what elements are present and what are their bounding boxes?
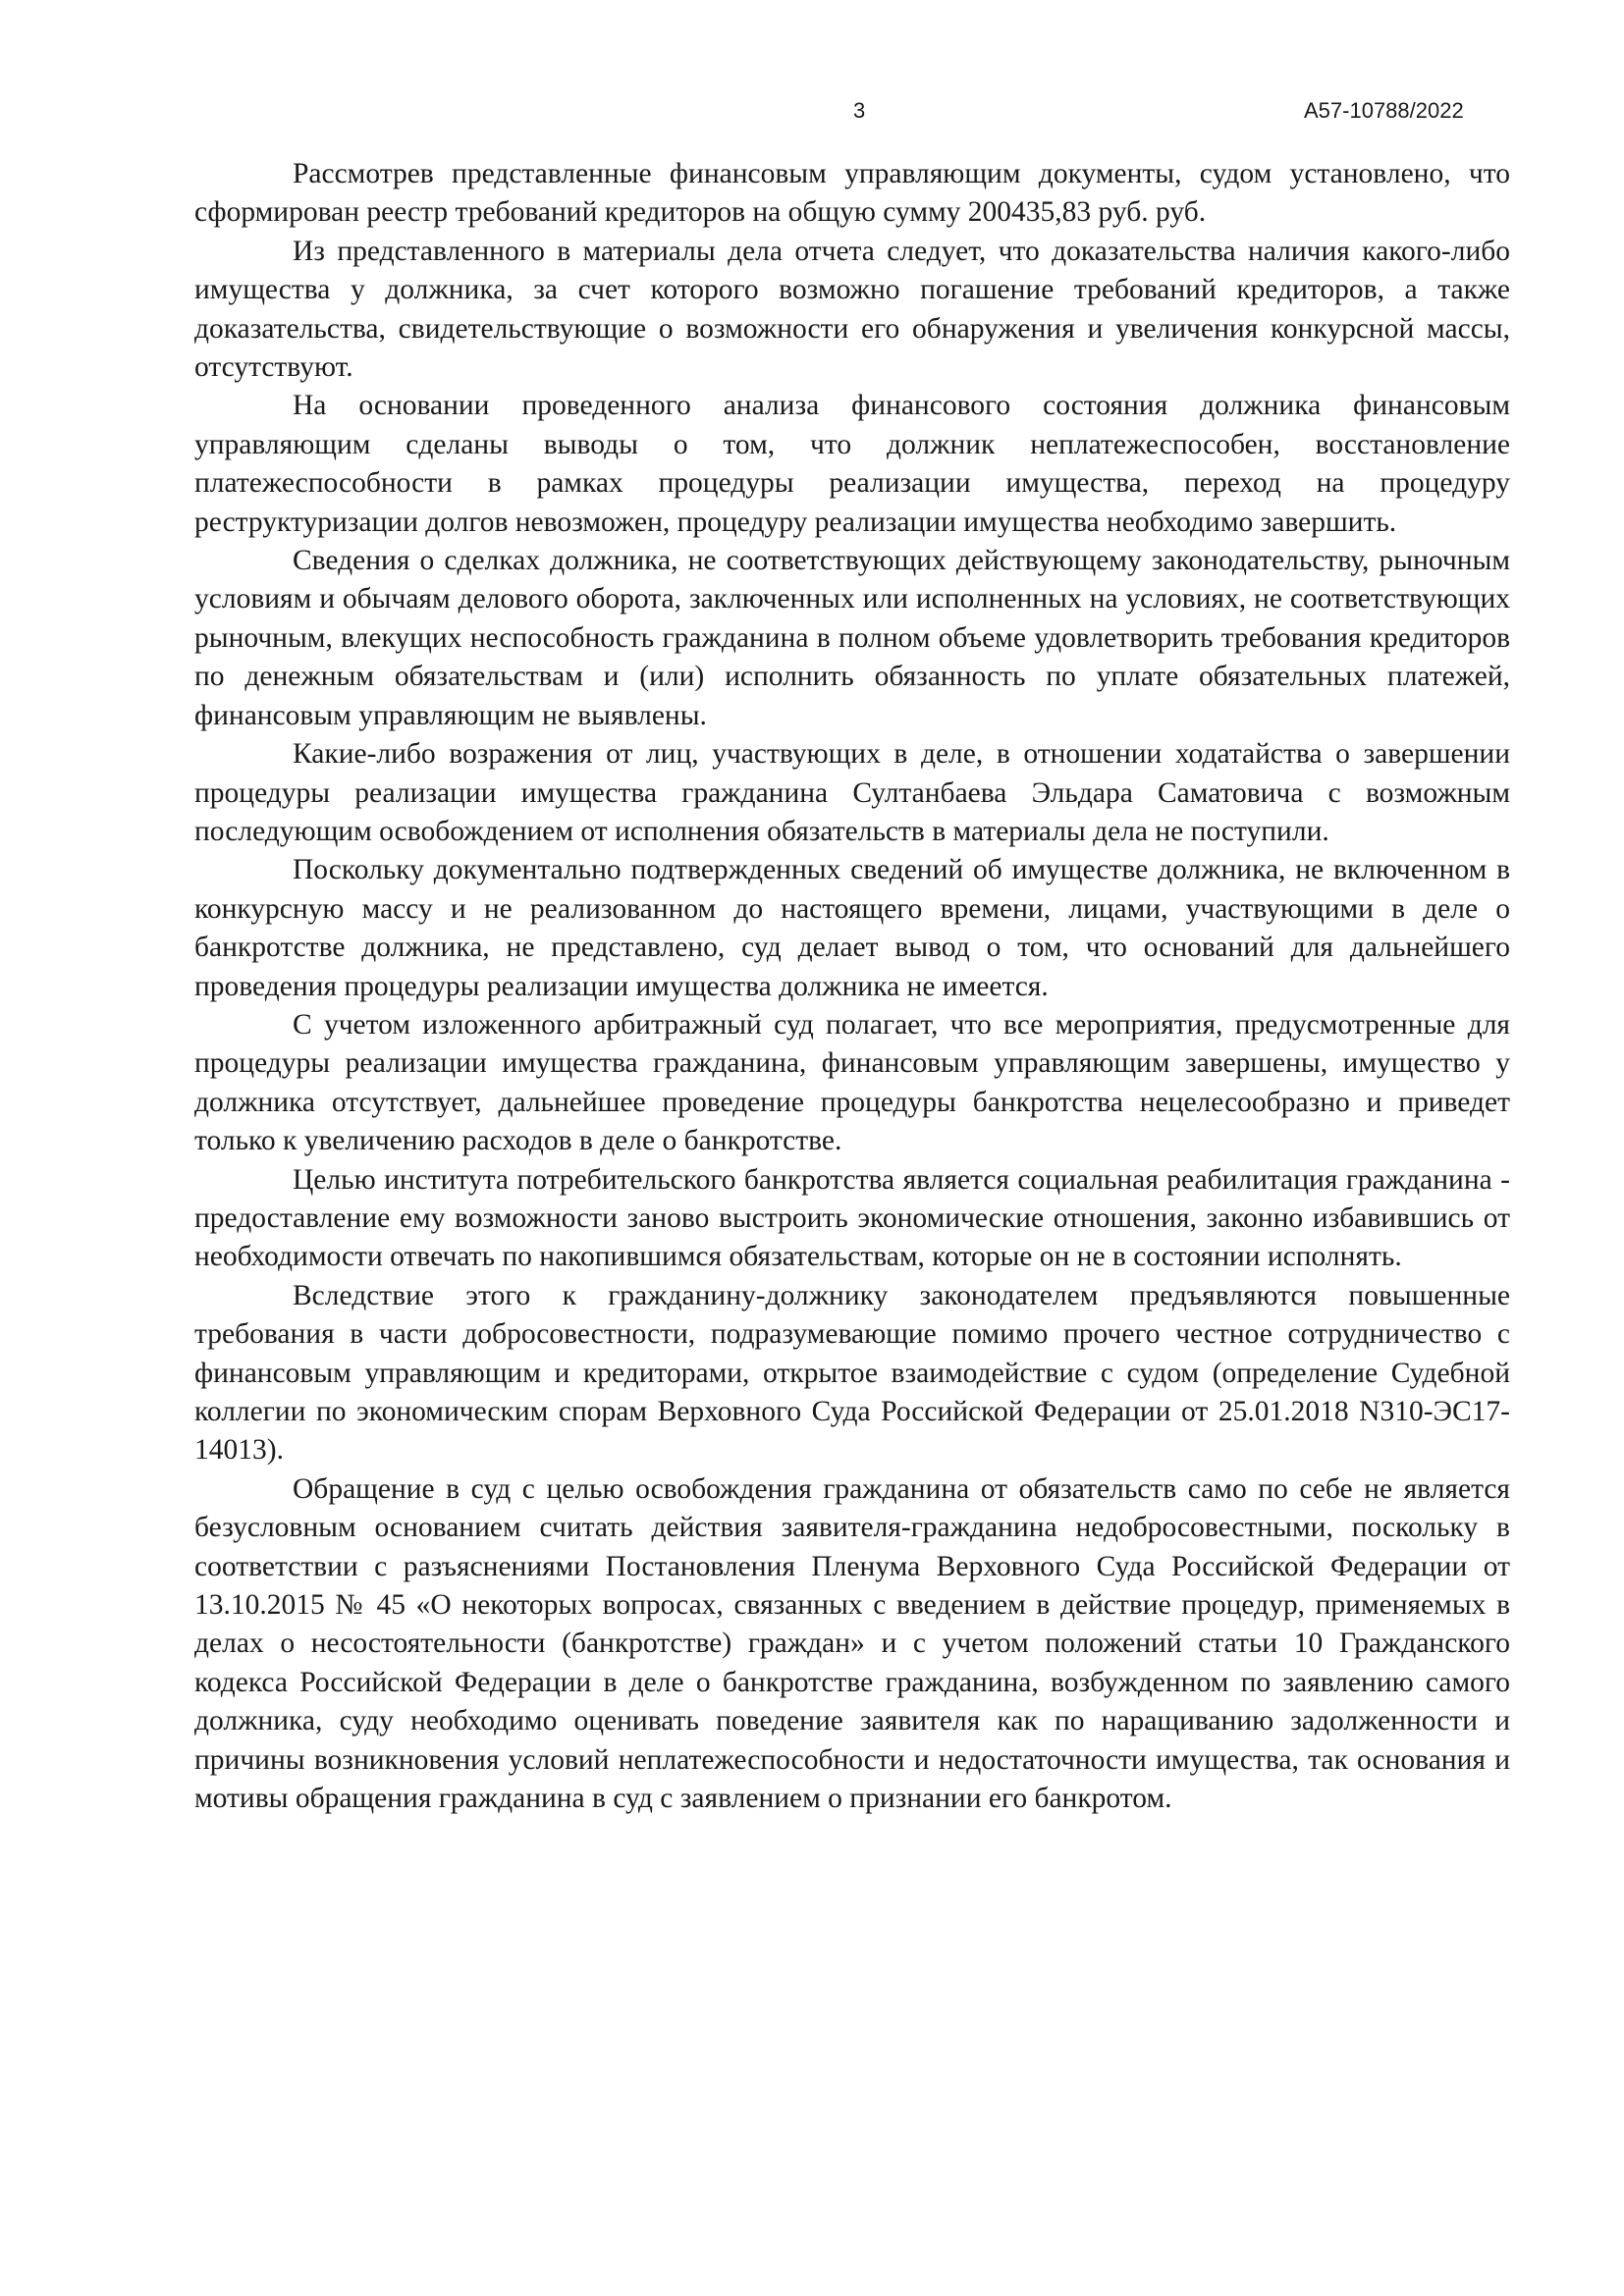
- paragraph-court-conclusion: С учетом изложенного арбитражный суд полагает, что все мероприятия, предусмотренные для процедуры реализации имущества гражданина, финансовым управляющим завершены, имущество у должника отсутствует, дальнейшее проведение процедуры банкротства нецелесообразно и приведет только к увеличению расходов в деле о банкротстве.: [194, 1008, 1510, 1157]
- paragraph-registry-of-claims: Рассмотрев представленные финансовым управляющим документы, судом установлено, что сформирован реестр требований кредиторов на общую сумму 200435,83 руб. руб.: [194, 158, 1510, 229]
- paragraph-no-objections: Какие-либо возражения от лиц, участвующих в деле, в отношении ходатайства о завершении процедуры реализации имущества гражданина Султанбаева Эльдара Саматовича с возможным последующим освобождением от исполнения обязательств в материалы дела не поступили.: [194, 738, 1510, 847]
- paragraph-financial-analysis: На основании проведенного анализа финансового состояния должника финансовым управляющим сделаны выводы о том, что должник неплатежеспособен, восстановление платежеспособности в рамках процедуры реализации имущества, переход на процедуру реструктуризации долгов невозможен, процедуру реализации имущества необходимо завершить.: [194, 390, 1510, 538]
- page-number: 3: [853, 98, 866, 123]
- paragraph-transactions: Сведения о сделках должника, не соответствующих действующему законодательству, рыночным условиям и обычаям делового оборота, заключенных или исполненных на условиях, не соответствующих рыночным, влекущих неспособность гражданина в полном объеме удовлетворить требования кредиторов по денежным обязательствам и (или) исполнить обязанность по уплате обязательных платежей, финансовым управляющим не выявлены.: [194, 545, 1510, 731]
- paragraph-good-faith-requirements: Вследствие этого к гражданину-должнику законодателем предъявляются повышенные требования в части добросовестности, подразумевающие помимо прочего честное сотрудничество с финансовым управляющим и кредиторами, открытое взаимодействие с судом (определение Судебной коллегии по экономическим спорам Верховного Суда Российской Федерации от 25.01.2018 N310-ЭС17-14013).: [194, 1279, 1510, 1467]
- document-body: [194, 155, 1510, 1818]
- paragraph-no-property-info: Поскольку документально подтвержденных сведений об имуществе должника, не включенном в конкурсную массу и не реализованном до настоящего времени, лицами, участвующими в деле о банкротстве должника, не представлено, суд делает вывод о том, что оснований для дальнейшего проведения процедуры реализации имущества должника не имеется.: [194, 854, 1510, 1002]
- paragraph-purpose-of-bankruptcy: Целью института потребительского банкротства является социальная реабилитация гражданина - предоставление ему возможности заново выстроить экономические отношения, законно избавившись от необходимости отвечать по накопившимся обязательствам, которые он не в состоянии исполнять.: [194, 1163, 1510, 1273]
- page-header: [0, 94, 1624, 130]
- paragraph-no-assets: Из представленного в материалы дела отчета следует, что доказательства наличия какого-либо имущества у должника, за счет которого возможно погашение требований кредиторов, а также доказательства, свидетельствующие о возможности его обнаружения и увеличения конкурсной массы, отсутствуют.: [194, 235, 1510, 384]
- paragraph-court-application: Обращение в суд с целью освобождения гражданина от обязательств само по себе не является безусловным основанием считать действия заявителя-гражданина недобросовестными, поскольку в соответствии с разъяснениями Постановления Пленума Верховного Суда Российской Федерации от 13.10.2015 № 45 «О некоторых вопросах, связанных с введением в действие процедур, применяемых в делах о несостоятельности (банкротстве) граждан» и с учетом положений статьи 10 Гражданского кодекса Российской Федерации в деле о банкротстве гражданина, возбужденном по заявлению самого должника, суду необходимо оценивать поведение заявителя как по наращиванию задолженности и причины возникновения условий неплатежеспособности и недостаточности имущества, так основания и мотивы обращения гражданина в суд с заявлением о признании его банкротом.: [194, 1472, 1510, 1815]
- case-number: А57-10788/2022: [1304, 98, 1464, 123]
